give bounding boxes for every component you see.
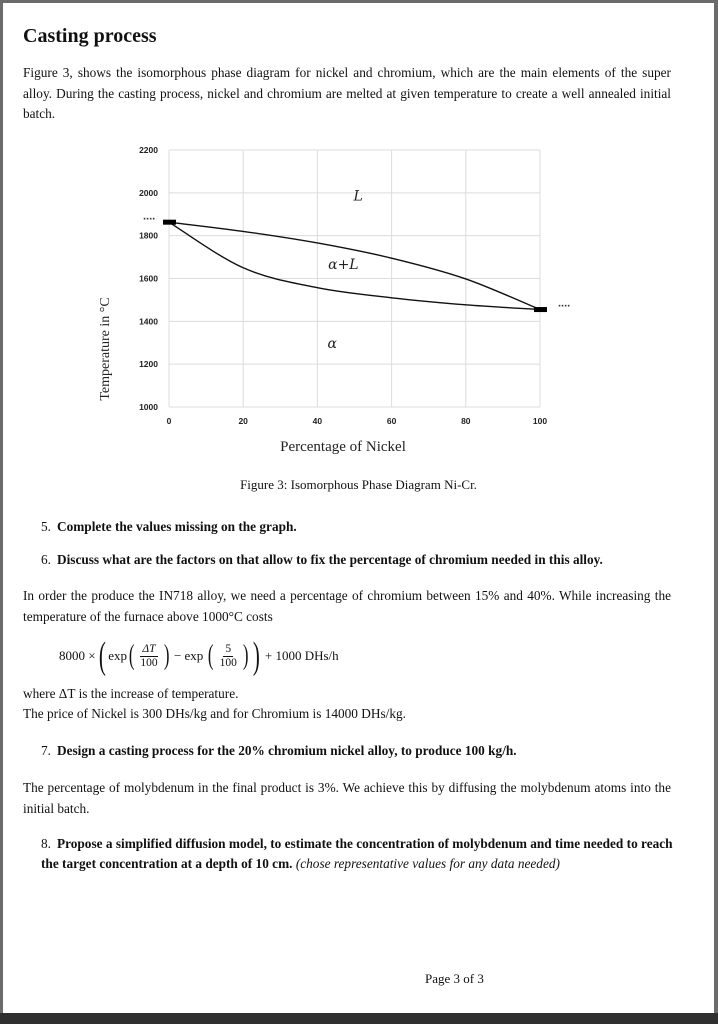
x-tick-label: 20 [238, 416, 248, 426]
viewer-bottom-bar [0, 1013, 718, 1024]
question-8-text: Propose a simplified diffusion model, to estimate the concentration of molybdenum and time needed to reach the target concentration at a depth of 10 cm. [41, 836, 673, 871]
fraction-2-denominator: 100 [219, 656, 237, 669]
formula-coefficient: 8000 × [59, 648, 96, 663]
y-tick-label: 1600 [139, 273, 158, 284]
formula-exp-1: exp [108, 648, 128, 663]
question-8 [41, 834, 673, 874]
region-label: α+L [328, 256, 359, 273]
cost-formula: 8000 × ( exp ( $\frac{\Delta T}{100}$ ) − exp ( $\frac{5}{100}$ ) ) + 1000 DHs/h [59, 635, 339, 677]
price-line: The price of Nickel is 300 DHs/kg and for Chromium is 14000 DHs/kg. [23, 706, 406, 721]
question-6-text: Discuss what are the factors on that allow to fix the percentage of chromium needed in this alloy. [56, 552, 603, 567]
x-tick-label: 100 [532, 416, 548, 426]
question-7-number: 7. [41, 743, 51, 758]
page-number: Page 3 of 3 [425, 971, 484, 986]
y-tick-label: 1000 [139, 402, 158, 412]
x-axis-label: Percentage of Nickel [280, 439, 406, 455]
question-5-number: 5. [41, 519, 51, 534]
x-tick-label: 0 [166, 416, 172, 426]
region-labels [328, 188, 363, 352]
document-page [3, 3, 714, 1013]
fraction-1-denominator: 100 [140, 656, 158, 669]
melting-point-marker [534, 307, 547, 312]
section-heading: Casting process [23, 25, 157, 47]
region-label: L [353, 188, 363, 205]
x-tick-label: 80 [461, 416, 471, 426]
question-7 [41, 741, 673, 761]
x-tick-label: 40 [312, 416, 323, 426]
y-tick-label: 2200 [139, 145, 158, 155]
question-7-text: Design a casting process for the 20% chromium nickel alloy, to produce 100 kg/h. [56, 743, 517, 758]
y-axis-label: Temperature in °C [98, 297, 113, 401]
question-5 [41, 517, 673, 537]
missing-value-dots: .... [558, 297, 571, 310]
formula-fraction-2 [218, 643, 239, 670]
fraction-2-numerator: 5 [225, 642, 232, 655]
x-axis-ticks [167, 416, 548, 426]
formula-tail: + 1000 DHs/h [264, 648, 339, 663]
missing-value-dots: .... [143, 210, 156, 223]
y-tick-label: 1400 [139, 316, 158, 327]
melting-point-marker [163, 220, 176, 225]
formula-minus-exp: − exp [173, 648, 204, 663]
phase-diagram-chart [3, 133, 714, 473]
molybdenum-paragraph: The percentage of molybdenum in the final product is 3%. We achieve this by diffusing the molybdenum atoms into the initial batch. [23, 780, 671, 816]
y-tick-label: 2000 [139, 187, 158, 198]
y-axis-ticks [139, 145, 158, 412]
y-tick-label: 1800 [139, 230, 158, 241]
intro-paragraph: Figure 3, shows the isomorphous phase diagram for nickel and chromium, which are the main elements of the super alloy. During the casting process, nickel and chromium are melted at given temperature to create a well annealed initial batch. [23, 65, 671, 121]
figure-caption: Figure 3: Isomorphous Phase Diagram Ni-Cr. [240, 477, 477, 492]
fraction-1-numerator: ΔT [142, 642, 156, 655]
x-tick-label: 60 [386, 416, 397, 426]
formula-fraction-1 [138, 643, 159, 670]
question-6 [41, 550, 673, 570]
question-8-number: 8. [41, 836, 51, 851]
cost-paragraph: In order the produce the IN718 alloy, we need a percentage of chromium between 15% and 40%. While increasing the temperature of the furnace above 1000°C costs [23, 588, 671, 624]
question-8-note: (chose representative values for any data needed) [295, 856, 560, 871]
question-6-number: 6. [41, 552, 51, 567]
region-label: α [327, 336, 337, 353]
delta-t-definition: where ΔT is the increase of temperature. [23, 686, 239, 701]
question-5-text: Complete the values missing on the graph. [56, 519, 297, 534]
y-tick-label: 1200 [139, 359, 158, 370]
